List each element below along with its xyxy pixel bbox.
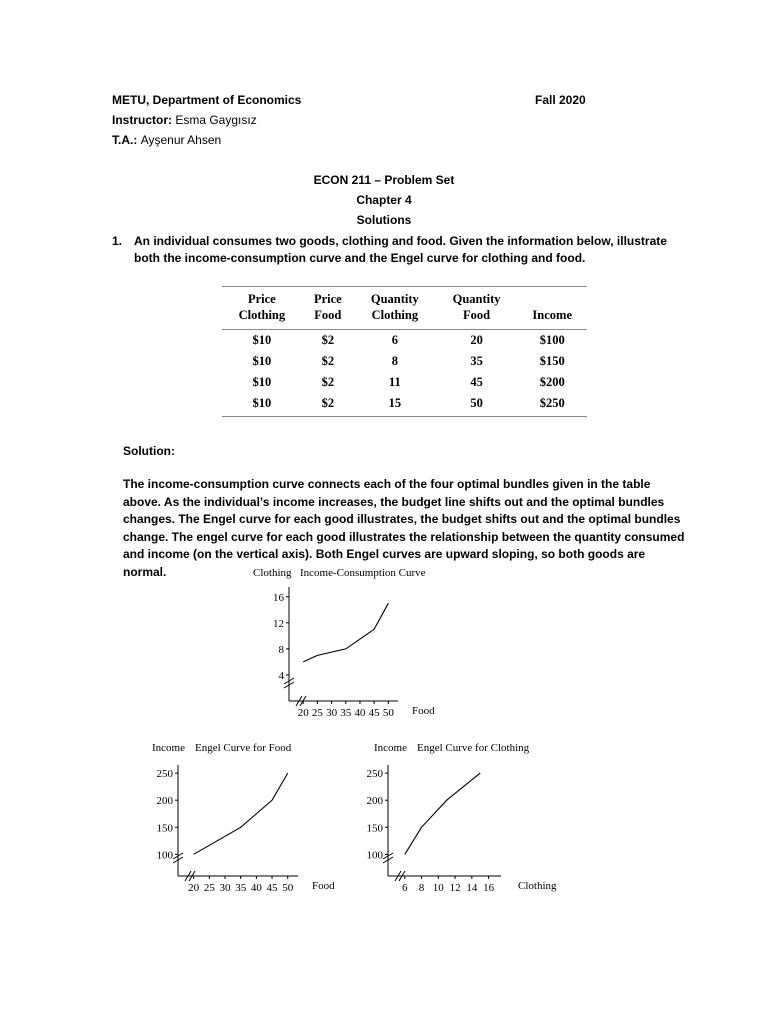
series-line: [194, 773, 288, 854]
table-cell: 8: [391, 354, 398, 368]
y-axis-label: Income: [152, 742, 185, 754]
y-tick-label: 4: [278, 669, 284, 682]
table-cell: 6: [391, 333, 398, 347]
table-cell: $150: [539, 354, 565, 368]
x-tick-label: 40: [354, 707, 366, 719]
series-line: [405, 773, 480, 854]
x-tick-label: 12: [449, 882, 461, 894]
chart-title: Engel Curve for Clothing: [417, 742, 530, 754]
question-1: [112, 233, 672, 267]
table-row: [222, 372, 587, 393]
y-tick-label: 150: [366, 822, 383, 835]
x-tick-label: 20: [297, 707, 309, 719]
table-cell: 11: [388, 375, 401, 389]
x-tick-label: 30: [219, 882, 231, 894]
col-header: Quantity Clothing: [354, 287, 436, 330]
table-cell: 45: [470, 375, 483, 389]
x-tick-label: 35: [235, 882, 247, 894]
x-tick-label: 45: [266, 882, 278, 894]
course-title: ECON 211 – Problem Set: [313, 173, 455, 187]
table-cell: $250: [517, 393, 587, 417]
data-table: [222, 286, 587, 417]
department: METU, Department of Economics: [112, 93, 302, 107]
chart-engel-curve-food: [150, 740, 350, 900]
x-tick-label: 20: [188, 882, 200, 894]
table-cell: 15: [354, 393, 436, 417]
solution-title: Solution:: [123, 444, 175, 458]
x-axis-label: Food: [412, 705, 435, 717]
instructor-label: Instructor:: [112, 113, 172, 127]
series-line: [303, 603, 388, 662]
table-cell: $2: [321, 354, 335, 368]
table-row: [222, 393, 587, 417]
table-cell: 50: [436, 393, 518, 417]
y-tick-label: 100: [156, 849, 173, 862]
col-header: Income: [517, 287, 587, 330]
table-cell: $2: [321, 375, 335, 389]
table-cell: $10: [252, 354, 272, 368]
table-cell: 20: [470, 333, 483, 347]
y-tick-label: 100: [366, 849, 383, 862]
instructor-name: Esma Gaygısız: [175, 113, 257, 127]
table-cell: $10: [252, 375, 272, 389]
y-axis-label: Clothing: [253, 567, 292, 579]
x-tick-label: 14: [466, 882, 478, 894]
ta-label: T.A.:: [112, 133, 138, 147]
x-tick-label: 25: [311, 707, 323, 719]
y-tick-label: 250: [366, 768, 383, 781]
y-axis-label: Income: [374, 742, 407, 754]
table-row: [222, 330, 587, 352]
col-header: Price Clothing: [222, 287, 302, 330]
x-tick-label: 45: [368, 707, 380, 719]
x-tick-label: 50: [382, 707, 394, 719]
chart-title: Engel Curve for Food: [195, 742, 292, 754]
x-tick-label: 40: [250, 882, 262, 894]
col-header: Quantity Food: [436, 287, 518, 330]
x-tick-label: 30: [326, 707, 338, 719]
table-cell: 35: [470, 354, 483, 368]
y-tick-label: 8: [278, 643, 284, 656]
x-tick-label: 50: [282, 882, 294, 894]
solutions-title: Solutions: [356, 213, 412, 227]
y-tick-label: 12: [273, 617, 284, 630]
chapter-title: Chapter 4: [356, 193, 412, 207]
table-cell: $2: [302, 393, 354, 417]
x-tick-label: 10: [432, 882, 444, 894]
x-axis-label: Food: [312, 880, 335, 892]
chart-income-consumption-curve: [252, 565, 452, 725]
y-tick-label: 200: [366, 795, 383, 808]
instructor: [112, 113, 257, 127]
chart-title: Income-Consumption Curve: [300, 567, 426, 579]
table-cell: $10: [222, 393, 302, 417]
x-tick-label: 35: [340, 707, 352, 719]
y-tick-label: 250: [156, 768, 173, 781]
table-cell: $200: [539, 375, 565, 389]
ta-name: Ayşenur Ahsen: [140, 133, 222, 147]
x-tick-label: 16: [483, 882, 495, 894]
y-tick-label: 16: [273, 591, 284, 604]
y-tick-label: 150: [156, 822, 173, 835]
x-tick-label: 6: [402, 882, 408, 894]
term: Fall 2020: [535, 93, 586, 107]
table-row: [222, 351, 587, 372]
x-tick-label: 8: [418, 882, 425, 894]
x-axis-label: Clothing: [518, 880, 557, 892]
chart-engel-curve-clothing: [366, 740, 572, 900]
x-tick-label: 25: [203, 882, 215, 894]
question-text: An individual consumes two goods, clothing and food. Given the information below, illustrate both the income-consumption curve and the Engel curve for clothing and food.: [134, 234, 667, 265]
table-cell: $10: [252, 333, 272, 347]
table-cell: $100: [539, 333, 565, 347]
table-header-row: [222, 287, 587, 330]
teaching-assistant: [112, 133, 221, 147]
solution-body: The income-consumption curve connects each of the four optimal bundles given in the table above. As the individual’s income increases, the budget line shifts out and the optimal bundles changes. The Engel curve for each good illustrates, the budget shifts out and the optimal bundles change. The engel curve for each good illustrates the relationship between the quantity consumed and income (on the vertical axis). Both Engel curves are upward sloping, so both goods are normal.: [123, 477, 685, 579]
table-cell: $2: [321, 333, 335, 347]
col-header: Price Food: [302, 287, 354, 330]
question-number: 1.: [112, 234, 123, 248]
y-tick-label: 200: [156, 795, 173, 808]
